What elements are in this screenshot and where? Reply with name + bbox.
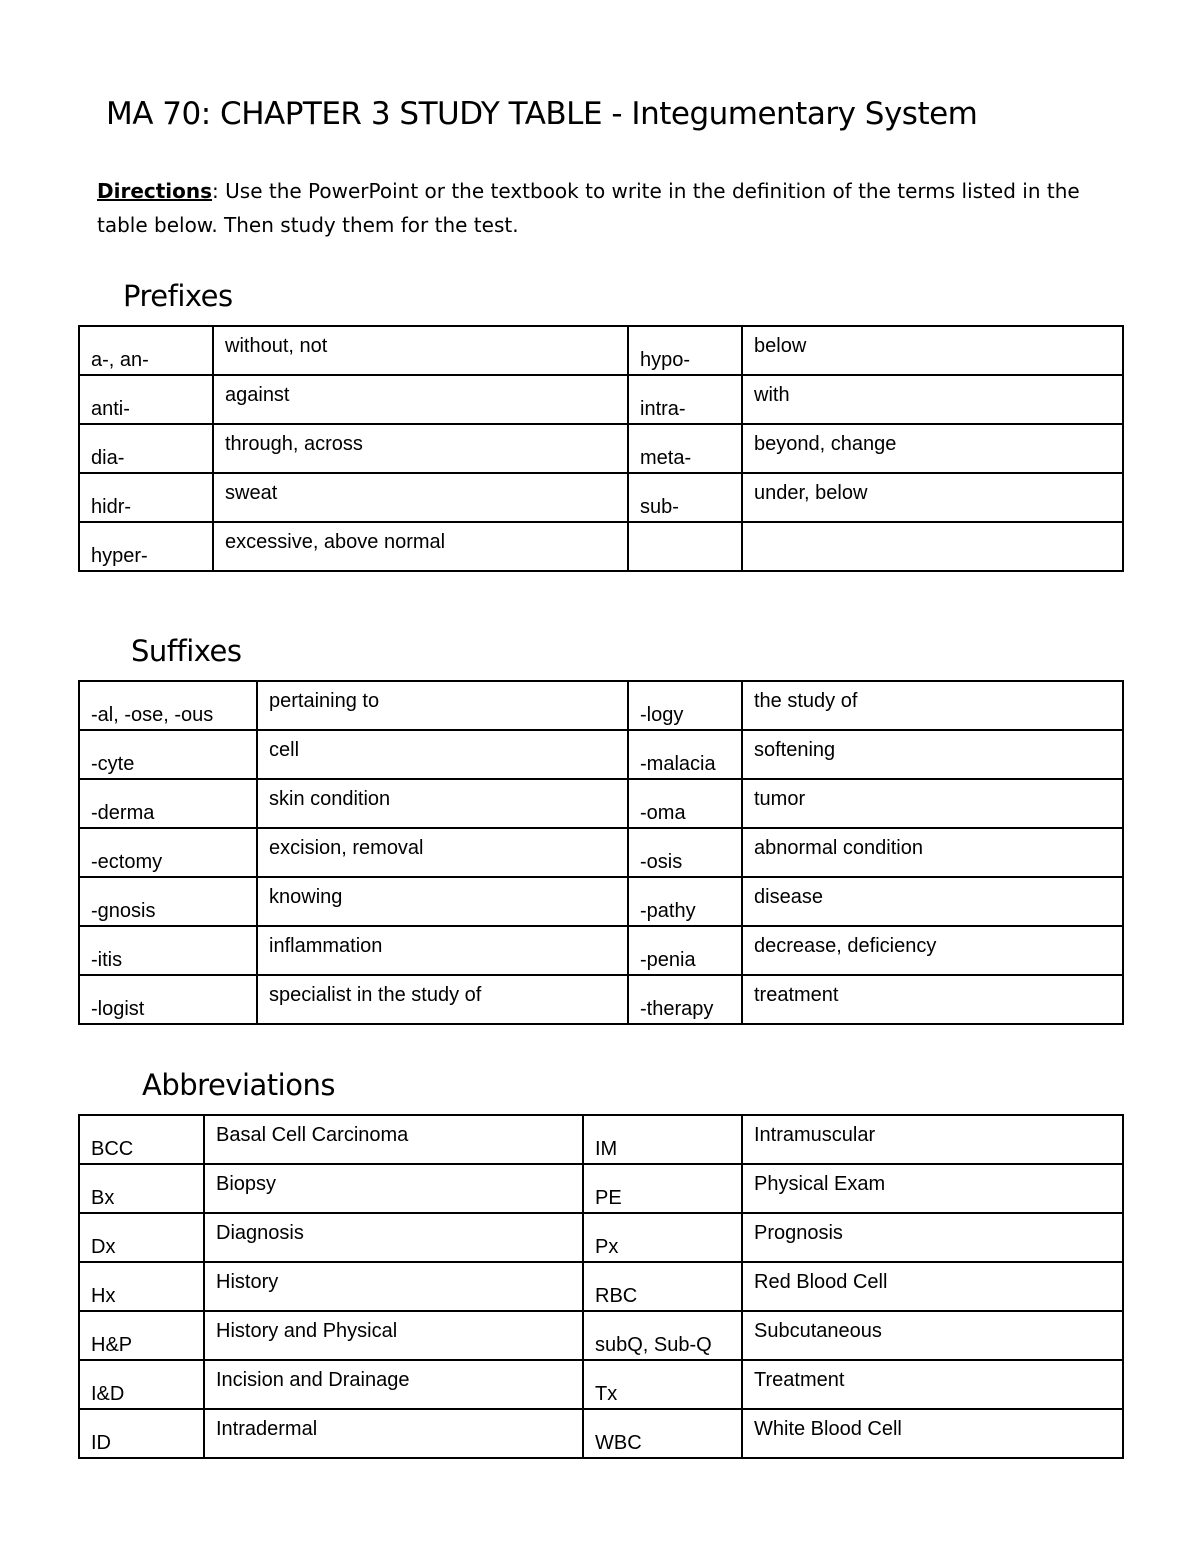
suffixes-table: [78, 680, 1124, 1025]
definition-cell: through, across: [213, 424, 628, 473]
definition-cell: knowing: [257, 877, 628, 926]
definition-cell: sweat: [213, 473, 628, 522]
definition-cell: Intradermal: [204, 1409, 583, 1458]
term-cell: Px: [583, 1213, 742, 1262]
term-cell: [628, 522, 742, 571]
definition-cell: Incision and Drainage: [204, 1360, 583, 1409]
term-cell: -derma: [79, 779, 257, 828]
table-row: [79, 1311, 1123, 1360]
term-cell: -ectomy: [79, 828, 257, 877]
definition-cell: History: [204, 1262, 583, 1311]
definition-cell: inflammation: [257, 926, 628, 975]
term-cell: -oma: [628, 779, 742, 828]
table-row: [79, 1409, 1123, 1458]
term-cell: RBC: [583, 1262, 742, 1311]
term-cell: Tx: [583, 1360, 742, 1409]
definition-cell: cell: [257, 730, 628, 779]
prefixes-table: [78, 325, 1124, 572]
definition-cell: History and Physical: [204, 1311, 583, 1360]
directions-label: Directions: [97, 179, 213, 203]
definition-cell: below: [742, 326, 1123, 375]
definition-cell: softening: [742, 730, 1123, 779]
term-cell: ID: [79, 1409, 204, 1458]
table-row: [79, 681, 1123, 730]
term-cell: hidr-: [79, 473, 213, 522]
definition-cell: treatment: [742, 975, 1123, 1024]
table-row: [79, 1262, 1123, 1311]
term-cell: WBC: [583, 1409, 742, 1458]
definition-cell: skin condition: [257, 779, 628, 828]
term-cell: BCC: [79, 1115, 204, 1164]
table-row: [79, 1115, 1123, 1164]
table-row: [79, 326, 1123, 375]
term-cell: -pathy: [628, 877, 742, 926]
table-row: [79, 779, 1123, 828]
term-cell: intra-: [628, 375, 742, 424]
table-row: [79, 473, 1123, 522]
definition-cell: excessive, above normal: [213, 522, 628, 571]
term-cell: I&D: [79, 1360, 204, 1409]
definition-cell: Physical Exam: [742, 1164, 1123, 1213]
term-cell: Hx: [79, 1262, 204, 1311]
table-row: [79, 926, 1123, 975]
table-row: [79, 522, 1123, 571]
term-cell: Bx: [79, 1164, 204, 1213]
term-cell: a-, an-: [79, 326, 213, 375]
definition-cell: under, below: [742, 473, 1123, 522]
term-cell: H&P: [79, 1311, 204, 1360]
table-row: [79, 828, 1123, 877]
definition-cell: beyond, change: [742, 424, 1123, 473]
definition-cell: Subcutaneous: [742, 1311, 1123, 1360]
term-cell: Dx: [79, 1213, 204, 1262]
term-cell: -osis: [628, 828, 742, 877]
definition-cell: decrease, deficiency: [742, 926, 1123, 975]
definition-cell: White Blood Cell: [742, 1409, 1123, 1458]
table-row: [79, 1213, 1123, 1262]
term-cell: IM: [583, 1115, 742, 1164]
table-row: [79, 975, 1123, 1024]
term-cell: anti-: [79, 375, 213, 424]
term-cell: hyper-: [79, 522, 213, 571]
definition-cell: excision, removal: [257, 828, 628, 877]
term-cell: -therapy: [628, 975, 742, 1024]
suffixes-heading: Suffixes: [131, 634, 242, 668]
page-title: MA 70: CHAPTER 3 STUDY TABLE - Integumentary System: [106, 96, 978, 132]
term-cell: -al, -ose, -ous: [79, 681, 257, 730]
directions-text: : Use the PowerPoint or the textbook to write in the definition of the terms listed in the table below. Then study them for the test.: [97, 179, 1080, 237]
abbreviations-table: [78, 1114, 1124, 1459]
table-row: [79, 730, 1123, 779]
term-cell: -cyte: [79, 730, 257, 779]
definition-cell: Biopsy: [204, 1164, 583, 1213]
definition-cell: Diagnosis: [204, 1213, 583, 1262]
definition-cell: pertaining to: [257, 681, 628, 730]
definition-cell: Treatment: [742, 1360, 1123, 1409]
definition-cell: specialist in the study of: [257, 975, 628, 1024]
term-cell: sub-: [628, 473, 742, 522]
term-cell: subQ, Sub-Q: [583, 1311, 742, 1360]
definition-cell: with: [742, 375, 1123, 424]
definition-cell: against: [213, 375, 628, 424]
term-cell: meta-: [628, 424, 742, 473]
table-row: [79, 424, 1123, 473]
term-cell: hypo-: [628, 326, 742, 375]
definition-cell: disease: [742, 877, 1123, 926]
term-cell: PE: [583, 1164, 742, 1213]
directions: [97, 174, 1097, 242]
term-cell: dia-: [79, 424, 213, 473]
term-cell: -penia: [628, 926, 742, 975]
table-row: [79, 1360, 1123, 1409]
definition-cell: Red Blood Cell: [742, 1262, 1123, 1311]
term-cell: -gnosis: [79, 877, 257, 926]
term-cell: -itis: [79, 926, 257, 975]
table-row: [79, 1164, 1123, 1213]
definition-cell: the study of: [742, 681, 1123, 730]
prefixes-heading: Prefixes: [123, 279, 233, 313]
table-row: [79, 375, 1123, 424]
term-cell: -logy: [628, 681, 742, 730]
definition-cell: Intramuscular: [742, 1115, 1123, 1164]
definition-cell: abnormal condition: [742, 828, 1123, 877]
definition-cell: Basal Cell Carcinoma: [204, 1115, 583, 1164]
definition-cell: Prognosis: [742, 1213, 1123, 1262]
definition-cell: without, not: [213, 326, 628, 375]
abbreviations-heading: Abbreviations: [142, 1068, 335, 1102]
term-cell: -malacia: [628, 730, 742, 779]
term-cell: -logist: [79, 975, 257, 1024]
definition-cell: tumor: [742, 779, 1123, 828]
table-row: [79, 877, 1123, 926]
definition-cell: [742, 522, 1123, 571]
